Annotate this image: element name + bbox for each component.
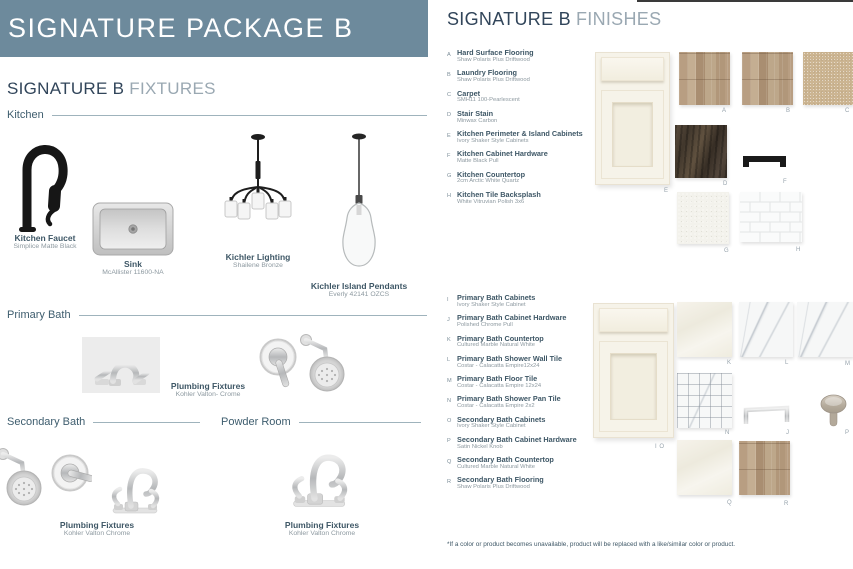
primary-bath-label: Primary Bath — [7, 309, 71, 321]
swatch-carpet — [803, 52, 853, 105]
finish-letter: D — [447, 112, 452, 119]
finish-title: Primary Bath Countertop — [457, 333, 544, 343]
swatch-label-k: K — [727, 360, 732, 366]
finish-body — [457, 395, 561, 410]
swatch-label-h: H — [796, 247, 801, 253]
finishes-heading — [447, 9, 661, 30]
finish-subtitle: Shaw Polaris Plus Driftwood — [457, 484, 530, 491]
swatch-label-q: Q — [727, 500, 733, 506]
swatch-label-n: N — [725, 430, 730, 436]
finish-letter: H — [447, 193, 452, 200]
finish-subtitle: Cultured Marble Natural White — [457, 342, 535, 349]
swatch-stair-stain — [675, 125, 727, 178]
swatch-hard-surface-flooring — [679, 52, 730, 105]
finish-item — [447, 294, 599, 309]
finish-item — [447, 90, 599, 105]
finish-subtitle: Ivory Shaker Style Cabinet — [457, 423, 526, 430]
swatch-secondary-countertop — [677, 440, 732, 495]
finish-letter: L — [447, 357, 451, 364]
finish-item — [447, 375, 599, 390]
finish-item — [447, 314, 599, 329]
swatch-label-d: D — [723, 181, 728, 187]
finish-item — [447, 456, 599, 471]
swatch-subway-tile — [740, 192, 802, 242]
powder-room-caption — [266, 520, 378, 539]
swatch-label-a: A — [722, 108, 727, 114]
swatch-black-pull — [741, 151, 788, 167]
swatch-floor-tile — [797, 302, 853, 357]
finishes-heading-secondary: FINISHES — [575, 9, 662, 29]
finish-title: Primary Bath Cabinets — [457, 293, 536, 302]
finish-item — [447, 171, 599, 186]
finish-title: Secondary Bath Cabinet Hardware — [457, 434, 577, 444]
finishes-heading-primary: SIGNATURE B — [447, 9, 571, 29]
finish-body — [457, 69, 530, 84]
secondary-bath-caption — [42, 520, 152, 539]
finish-title: Secondary Bath Flooring — [457, 475, 544, 485]
cabinet-door-panel — [612, 102, 653, 167]
caption-title: Kichler Island Pendants — [310, 281, 408, 291]
finish-title: Laundry Flooring — [457, 68, 517, 78]
finish-letter: R — [447, 478, 452, 485]
caption-subtitle: Everly 42141 OZCS — [328, 291, 390, 299]
kitchen-faucet-caption — [0, 233, 90, 252]
footnote: *If a color or product becomes unavailable, product will be replaced with a like/similar color or product. — [447, 541, 736, 548]
finish-subtitle: Satin Nickel Knob — [457, 443, 503, 450]
finish-subtitle: Costar - Calacatta Empire 12x24 — [457, 382, 542, 389]
finish-body — [457, 191, 541, 206]
finish-letter: A — [447, 51, 451, 58]
finish-letter: G — [447, 173, 452, 179]
finish-subtitle: White Vitruvian Polish 3x6 — [457, 198, 525, 205]
finish-letter: Q — [447, 458, 452, 465]
finish-item — [447, 335, 599, 350]
cabinet-drawer-front — [599, 308, 668, 332]
primary-bath-section-heading — [7, 309, 427, 321]
finish-subtitle: Costar - Calacatta Empire12x24 — [457, 362, 540, 369]
swatch-shower-wall-tile — [739, 302, 793, 357]
caption-title: Kitchen Faucet — [14, 233, 76, 243]
secondary-shower-valve-image — [48, 452, 92, 508]
finish-body — [457, 335, 544, 350]
swatch-primary-countertop — [677, 302, 732, 357]
swatch-shower-pan-tile — [677, 373, 732, 428]
swatch-label-p: P — [845, 430, 850, 436]
finish-subtitle: 2cm Arctic White Quartz — [457, 178, 520, 185]
finish-title: Kitchen Countertop — [457, 169, 526, 179]
finish-title: Kitchen Tile Backsplash — [457, 189, 541, 199]
swatch-label-b: B — [786, 108, 791, 114]
finish-body — [457, 456, 554, 471]
primary-bath-faucet-image — [82, 337, 160, 393]
kitchen-label: Kitchen — [7, 109, 44, 121]
caption-title: Kichler Lighting — [225, 252, 291, 262]
finish-title: Primary Bath Shower Wall Tile — [457, 353, 563, 363]
finish-subtitle: Ivory Shaker Style Cabinet — [457, 301, 526, 308]
fixtures-heading-primary: SIGNATURE B — [7, 79, 125, 98]
caption-subtitle: Kohler Valton Chrome — [288, 530, 356, 538]
finish-item — [447, 436, 599, 451]
centerset-faucet-icon — [89, 343, 153, 387]
finish-title: Secondary Bath Cabinets — [457, 414, 546, 424]
caption-subtitle: Kohler Valton Chrome — [63, 530, 131, 538]
finish-body — [457, 314, 567, 329]
finish-body — [457, 436, 577, 451]
cabinet-door-front — [599, 341, 668, 432]
swatch-label-m: M — [845, 361, 851, 367]
finish-subtitle: Shaw Polaris Plus Driftwood — [457, 77, 530, 84]
primary-showerhead-image — [297, 332, 349, 396]
cabinet-door-panel — [610, 353, 657, 420]
finish-body — [457, 294, 535, 309]
finish-letter: C — [447, 92, 452, 98]
swatch-label-g: G — [724, 248, 730, 254]
finish-subtitle: Ivory Shaker Style Cabinets — [457, 137, 529, 144]
finish-letter: P — [447, 438, 451, 445]
finish-item — [447, 150, 599, 165]
finish-title: Primary Bath Cabinet Hardware — [457, 313, 567, 323]
finish-item — [447, 395, 599, 410]
secondary-showerhead-image — [0, 446, 46, 510]
finish-item — [447, 191, 599, 206]
finish-letter: N — [447, 397, 452, 404]
finish-title: Hard Surface Flooring — [457, 48, 534, 57]
finish-body — [457, 150, 548, 165]
finish-title: Stair Stain — [457, 108, 494, 118]
finish-letter: K — [447, 337, 451, 343]
finish-item — [447, 69, 599, 84]
finish-item — [447, 130, 599, 145]
primary-bath-rule — [79, 315, 427, 316]
powder-room-label: Powder Room — [221, 416, 291, 428]
kitchen-rule — [52, 115, 427, 116]
caption-subtitle: McAllister 11600-NA — [102, 269, 164, 277]
sink-caption — [88, 259, 178, 278]
finish-subtitle: Cultured Marble Natural White — [457, 463, 535, 470]
package-title: SIGNATURE PACKAGE B — [8, 13, 354, 43]
finish-body — [457, 375, 541, 390]
finish-body — [457, 90, 520, 105]
finish-subtitle: Shaw Polaris Plus Driftwood — [457, 56, 530, 63]
finish-body — [457, 416, 545, 431]
finish-title: Carpet — [457, 88, 481, 98]
finish-letter: B — [447, 71, 451, 78]
swatch-nickel-knob — [820, 394, 847, 428]
cabinet-drawer-front — [601, 57, 664, 81]
chandelier-image — [222, 133, 294, 243]
pendant-caption — [290, 281, 428, 300]
primary-bath-caption — [152, 381, 264, 400]
page-banner — [0, 0, 428, 57]
swatch-secondary-flooring — [739, 441, 790, 495]
secondary-bath-section-heading — [7, 416, 200, 428]
finish-item — [447, 110, 599, 125]
finish-body — [457, 49, 534, 64]
swatch-kitchen-countertop — [677, 192, 729, 244]
swatch-label-c: C — [845, 108, 850, 114]
finish-letter: O — [447, 418, 452, 424]
fixtures-heading — [7, 79, 216, 99]
finish-item — [447, 476, 599, 491]
finish-item — [447, 355, 599, 370]
swatch-label-l: L — [785, 360, 789, 366]
finish-body — [457, 130, 583, 145]
swatch-label-io: I O — [655, 444, 665, 450]
fixtures-heading-secondary: FIXTURES — [129, 79, 216, 98]
secondary-bath-label: Secondary Bath — [7, 416, 86, 428]
finish-title: Kitchen Cabinet Hardware — [457, 149, 548, 159]
kitchen-section-heading — [7, 109, 427, 121]
secondary-bath-rule — [93, 422, 200, 423]
swatch-laundry-flooring — [742, 52, 793, 105]
caption-subtitle: Simplice Matte Black — [13, 243, 77, 251]
finish-item — [447, 416, 599, 431]
caption-subtitle: Kohler Valton- Crome — [175, 391, 241, 399]
finish-subtitle: Costar - Calacatta Empire 2x2 — [457, 403, 535, 410]
cabinet-door-swatch-kitchen — [595, 52, 670, 185]
secondary-faucet-image — [103, 456, 165, 514]
finish-body — [457, 355, 562, 370]
finish-subtitle: Matte Black Pull — [457, 158, 499, 165]
finish-body — [457, 110, 497, 125]
finish-body — [457, 476, 544, 491]
powder-room-rule — [299, 422, 421, 423]
finish-letter: F — [447, 152, 451, 159]
finish-letter: J — [447, 316, 450, 323]
caption-title: Plumbing Fixtures — [59, 520, 135, 530]
caption-title: Plumbing Fixtures — [284, 520, 360, 530]
finish-list-bottom — [447, 294, 599, 497]
powder-room-section-heading — [221, 416, 421, 428]
finish-item — [447, 49, 599, 64]
swatch-chrome-pull — [739, 393, 794, 425]
chandelier-caption — [212, 252, 304, 271]
finish-list-top — [447, 49, 599, 211]
finish-title: Secondary Bath Countertop — [457, 455, 554, 464]
swatch-label-e: E — [664, 188, 669, 194]
swatch-label-r: R — [784, 501, 789, 507]
caption-title: Plumbing Fixtures — [170, 381, 246, 391]
finish-body — [457, 171, 525, 186]
finish-letter: I — [447, 296, 449, 303]
finish-subtitle: Polished Chrome Pull — [457, 322, 513, 329]
finish-subtitle: SMH11 100-Pearlescent — [457, 97, 520, 104]
sink-image — [92, 202, 174, 256]
caption-title: Sink — [124, 259, 142, 269]
finish-title: Kitchen Perimeter & Island Cabinets — [457, 129, 583, 138]
cabinet-door-swatch-bath — [593, 303, 674, 438]
cabinet-door-front — [601, 90, 664, 179]
swatch-label-j: J — [786, 430, 790, 436]
finish-letter: E — [447, 132, 451, 139]
finish-letter: M — [447, 377, 452, 384]
page-edge-line — [637, 0, 853, 2]
caption-subtitle: Shailene Bronze — [233, 262, 283, 270]
finish-subtitle: Minwax Carbon — [457, 117, 498, 124]
finish-title: Primary Bath Shower Pan Tile — [457, 394, 561, 404]
pendant-image — [336, 133, 382, 279]
finish-title: Primary Bath Floor Tile — [457, 374, 538, 383]
kitchen-faucet-image — [12, 130, 76, 232]
swatch-label-f: F — [783, 179, 788, 185]
powder-room-faucet-image — [282, 440, 354, 508]
primary-shower-valve-image — [256, 336, 300, 392]
